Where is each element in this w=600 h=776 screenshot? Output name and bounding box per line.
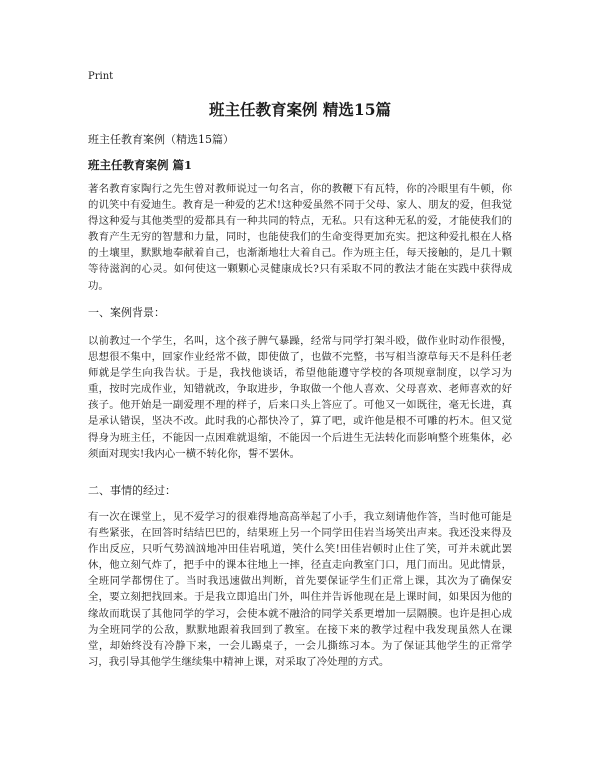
document-subtitle: 班主任教育案例（精选15篇）	[88, 133, 234, 146]
event-process-paragraph: 有一次在课堂上，见不爱学习的很难得地高高举起了小手，我立刻请他作答，当时他可能是有些紧张，在回答时结结巴巴的，结果班上另一个同学田佳岩当场笑出声来。我还没来得及作出反应，只听气势汹汹地冲田佳岩吼道，笑什么笑!田佳岩顿时止住了笑，可并未就此罢休，他立刻气炸了，把手中的课本往地上一摔，径直走向教室门口，甩门而出。见此情景，全班同学都愣住了。当时我迅速做出判断，首先要保证学生们正常上课，其次为了确保安全，要立刻把找回来。于是我立即追出门外，叫住并告诉他现在是上课时间，如果因为他的缘故而耽误了其他同学的学习，会使本就不融洽的同学关系更增加一层隔膜。也许是担心成为全班同学的公敌，默默地跟着我回到了教室。在接下来的教学过程中我发现虽然人在课堂，却始终没有冷静下来，一会儿踢桌子，一会儿撕练习本。为了保证其他学生的正常学习，我引导其他学生继续集中精神上课，对采取了冷处理的方式。	[88, 511, 512, 668]
heading-case-background: 一、案例背景：	[88, 306, 165, 319]
section-heading: 班主任教育案例 篇1	[88, 158, 193, 172]
case-background-paragraph: 以前教过一个学生，名叫，这个孩子脾气暴躁，经常与同学打架斗殴，做作业时动作很慢，思想很不集中，回家作业经常不做，即使做了，也做不完整，书写相当潦草每天不是科任老师就是学生向我告状。于是，我找他谈话，希望他能遵守学校的各项规章制度，以学习为重，按时完成作业，知错就改，争取进步，争取做一个他人喜欢、父母喜欢、老师喜欢的好孩子。他开始是一副爱理不理的样子，后来口头上答应了。可他又一如既往，毫无长进，真是承认错误，坚决不改。此时我的心都快冷了，算了吧，或许他是根不可雕的朽木。但又觉得身为班主任，不能因一点困难就退缩，不能因一个后进生无法转化而影响整个班集体，必须面对现实!我内心一横不转化你，誓不罢休。	[88, 335, 512, 460]
intro-paragraph: 著名教育家陶行之先生曾对教师说过一句名言，你的教鞭下有瓦特，你的冷眼里有牛顿，你的讥笑中有爱迪生。教育是一种爱的艺术!这种爱虽然不同于父母、家人、朋友的爱，但我觉得这种爱与其他类型的爱都具有一种共同的特点，无私。只有这种无私的爱，才能使我们的教育产生无穷的智慧和力量，同时，也能使我们的生命变得更加充实。把这种爱扎根在人格的土壤里，默默地奉献着自己，也渐渐地壮大着自己。作为班主任，每天接触的，是几十颗等待滋润的心灵。如何使这一颗颗心灵健康成长?只有采取不同的教法才能在实践中获得成功。	[88, 183, 512, 292]
document-title: 班主任教育案例 精选15篇	[209, 100, 391, 119]
print-link[interactable]: Print	[88, 71, 114, 82]
heading-event-process: 二、事情的经过：	[88, 484, 176, 497]
